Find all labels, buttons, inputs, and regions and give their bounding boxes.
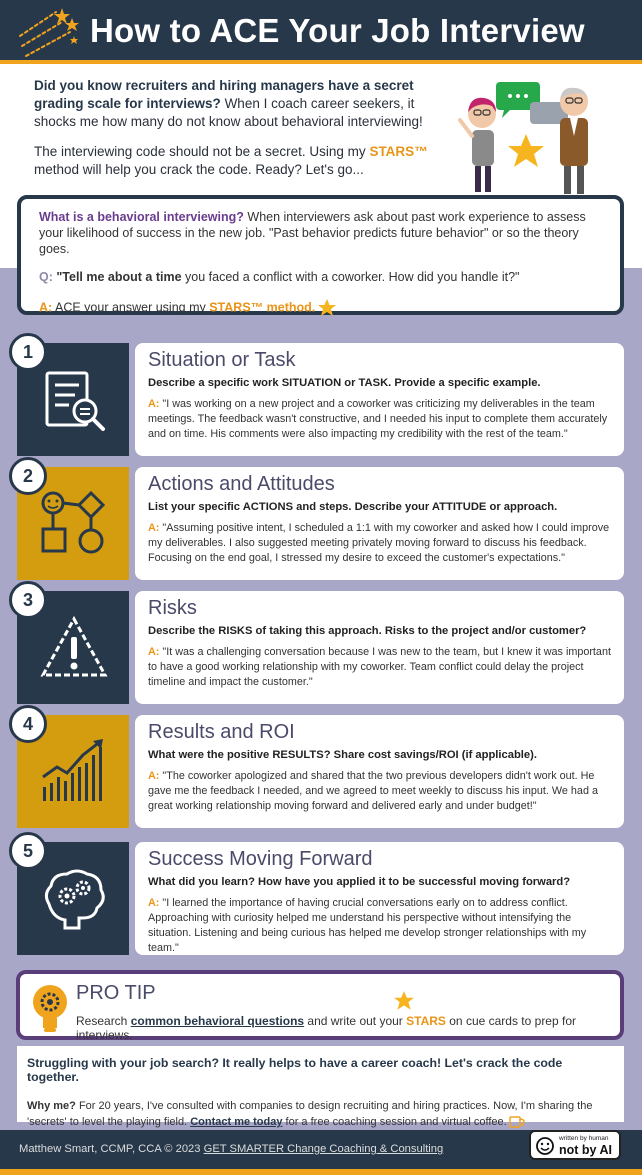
step-title: Situation or Task [148,349,296,371]
answer-text: "Assuming positive intent, I scheduled a 1:1 with my coworker and asked how I could improve my deliverables. I also suggested meeting privately moving forward to discuss his feedback. Focusing on the end goal, I stressed my desire to exceed the customer's expectations." [148,522,610,564]
question-bold: "Tell me about a time [56,270,182,284]
answer-label: A: [39,300,53,315]
step-card [135,343,624,456]
warning-icon [39,613,109,683]
common-questions-link[interactable]: common behavioral questions [130,1014,305,1028]
intro-bold: Did you know recruiters and hiring managers have a secret grading scale for interviews? [34,78,414,111]
step-2 [17,467,624,580]
pro-tip-text [76,1014,620,1042]
step-answer [148,769,612,814]
pro-tip-title: PRO TIP [76,982,156,1004]
answer-label: A: [148,770,160,782]
credit-text: Matthew Smart, CCMP, CCA © 2023 [19,1143,204,1155]
why-me-post: for a free coaching session and virtual coffee. [282,1116,507,1128]
step-number: 5 [9,832,47,870]
growth-chart-icon [39,737,109,807]
career-coach-box [17,1046,624,1128]
shooting-stars-icon [16,6,82,58]
question-label: Q: [39,270,53,284]
not-by-ai-badge [529,1130,621,1160]
question-rest: you faced a conflict with a coworker. How did you handle it?" [181,270,520,284]
step-subtitle: What did you learn? How have you applied it to be successful moving forward? [148,876,571,888]
coach-body [27,1098,614,1130]
stars-brand: STARS™ [369,144,428,159]
answer-text: "I was working on a new project and a coworker was criticizing my deliverables in the team meetings. The feedback wasn't constructive, and I needed his input to complete them accurately and on time. His comments were also impacting my credibility with the rest of the team." [148,398,608,440]
step-number: 4 [9,705,47,743]
step-5 [17,842,624,955]
step-1 [17,343,624,456]
intro-p2-pre: The interviewing code should not be a secret. Using my [34,144,370,159]
step-answer [148,645,612,690]
step-4 [17,715,624,828]
brain-gears-icon [39,864,109,934]
step-title: Actions and Attitudes [148,473,335,495]
definition-title: What is a behavioral interviewing? [39,210,244,224]
answer-text: "The coworker apologized and shared that the two previous developers didn't work out. He gave me the feedback I needed, and we agreed to meet weekly to discuss his input. We had a great working relationship moving forward and delivered early and under budget!" [148,770,598,812]
interview-people-illustration [452,76,602,196]
step-title: Results and ROI [148,721,295,743]
star-icon [317,298,337,318]
question-line [39,269,602,285]
document-search-icon [39,365,109,435]
pro-tip-mid: and write out your [304,1014,407,1028]
stars-brand: STARS [406,1014,446,1028]
step-answer [148,521,612,566]
footer-credit [19,1143,443,1155]
step-3 [17,591,624,704]
answer-line [39,298,602,318]
answer-label: A: [148,897,160,909]
stars-method: STARS™ method. [209,300,316,315]
step-number: 2 [9,457,47,495]
lightbulb-gear-icon [30,982,70,1034]
step-title: Risks [148,597,197,619]
flowchart-icon [39,489,109,559]
coffee-cup-icon [509,1115,525,1129]
pro-tip-box [16,970,624,1040]
step-answer [148,896,612,956]
step-answer [148,397,612,442]
badge-small-text: written by human [559,1135,609,1142]
answer-label: A: [148,522,160,534]
step-card [135,467,624,580]
step-card [135,715,624,828]
answer-text: "I learned the importance of having crucial conversations early on to address conflict. Approaching with curiosity helped me understand his perspective without intensifying the situation. Listening and being curious has helped me develop stronger relationships with my team." [148,897,587,954]
why-me-label: Why me? [27,1100,76,1112]
step-number: 3 [9,581,47,619]
step-subtitle: What were the positive RESULTS? Share cost savings/ROI (if applicable). [148,749,537,761]
company-link[interactable]: GET SMARTER Change Coaching & Consulting [203,1143,444,1155]
star-icon [508,134,544,167]
contact-me-link[interactable]: Contact me today [190,1116,283,1128]
coach-headline: Struggling with your job search? It really helps to have a career coach! Let's crack the code together. [27,1056,563,1084]
intro-paragraph-1 [34,77,446,131]
smiley-icon [536,1137,554,1155]
header-banner [0,0,642,64]
definition-body: When interviewers ask about past work experience to assess your likelihood of success in the new job. "Past behavior predicts future behavior" or so the theory goes. [39,210,586,256]
pro-tip-post: on cue cards to prep for interviews. [76,1014,576,1042]
badge-big-text: not by AI [559,1143,613,1157]
intro-rest: When I coach career seekers, it shocks me how many do not know about behavioral interviewing! [34,96,423,129]
page-title: How to ACE Your Job Interview [90,12,585,49]
star-icon [393,990,415,1012]
answer-text: ACE your answer using my [52,300,210,315]
pro-tip-pre: Research [76,1014,131,1028]
behavioral-interview-definition [17,195,624,315]
intro-paragraph-2 [34,143,446,179]
step-number: 1 [9,333,47,371]
intro-text [34,77,446,191]
step-card [135,591,624,704]
step-card [135,842,624,955]
step-subtitle: List your specific ACTIONS and steps. Describe your ATTITUDE or approach. [148,501,558,513]
answer-label: A: [148,398,160,410]
why-me-text: For 20 years, I've consulted with companies to design recruiting and hiring practices. Now, I'm sharing the 'secrets' to level the playing field. [27,1100,593,1128]
definition-text [39,209,602,257]
answer-text: "It was a challenging conversation because I was new to the team, but I knew it was important to have a good working relationship with my coworker. Team conflict could delay the project timeline and impact the customer." [148,646,611,688]
step-subtitle: Describe a specific work SITUATION or TASK. Provide a specific example. [148,377,541,389]
step-title: Success Moving Forward [148,848,373,870]
answer-label: A: [148,646,160,658]
intro-p2-post: method will help you crack the code. Ready? Let's go... [34,162,364,177]
step-subtitle: Describe the RISKS of taking this approach. Risks to the project and/or customer? [148,625,587,637]
